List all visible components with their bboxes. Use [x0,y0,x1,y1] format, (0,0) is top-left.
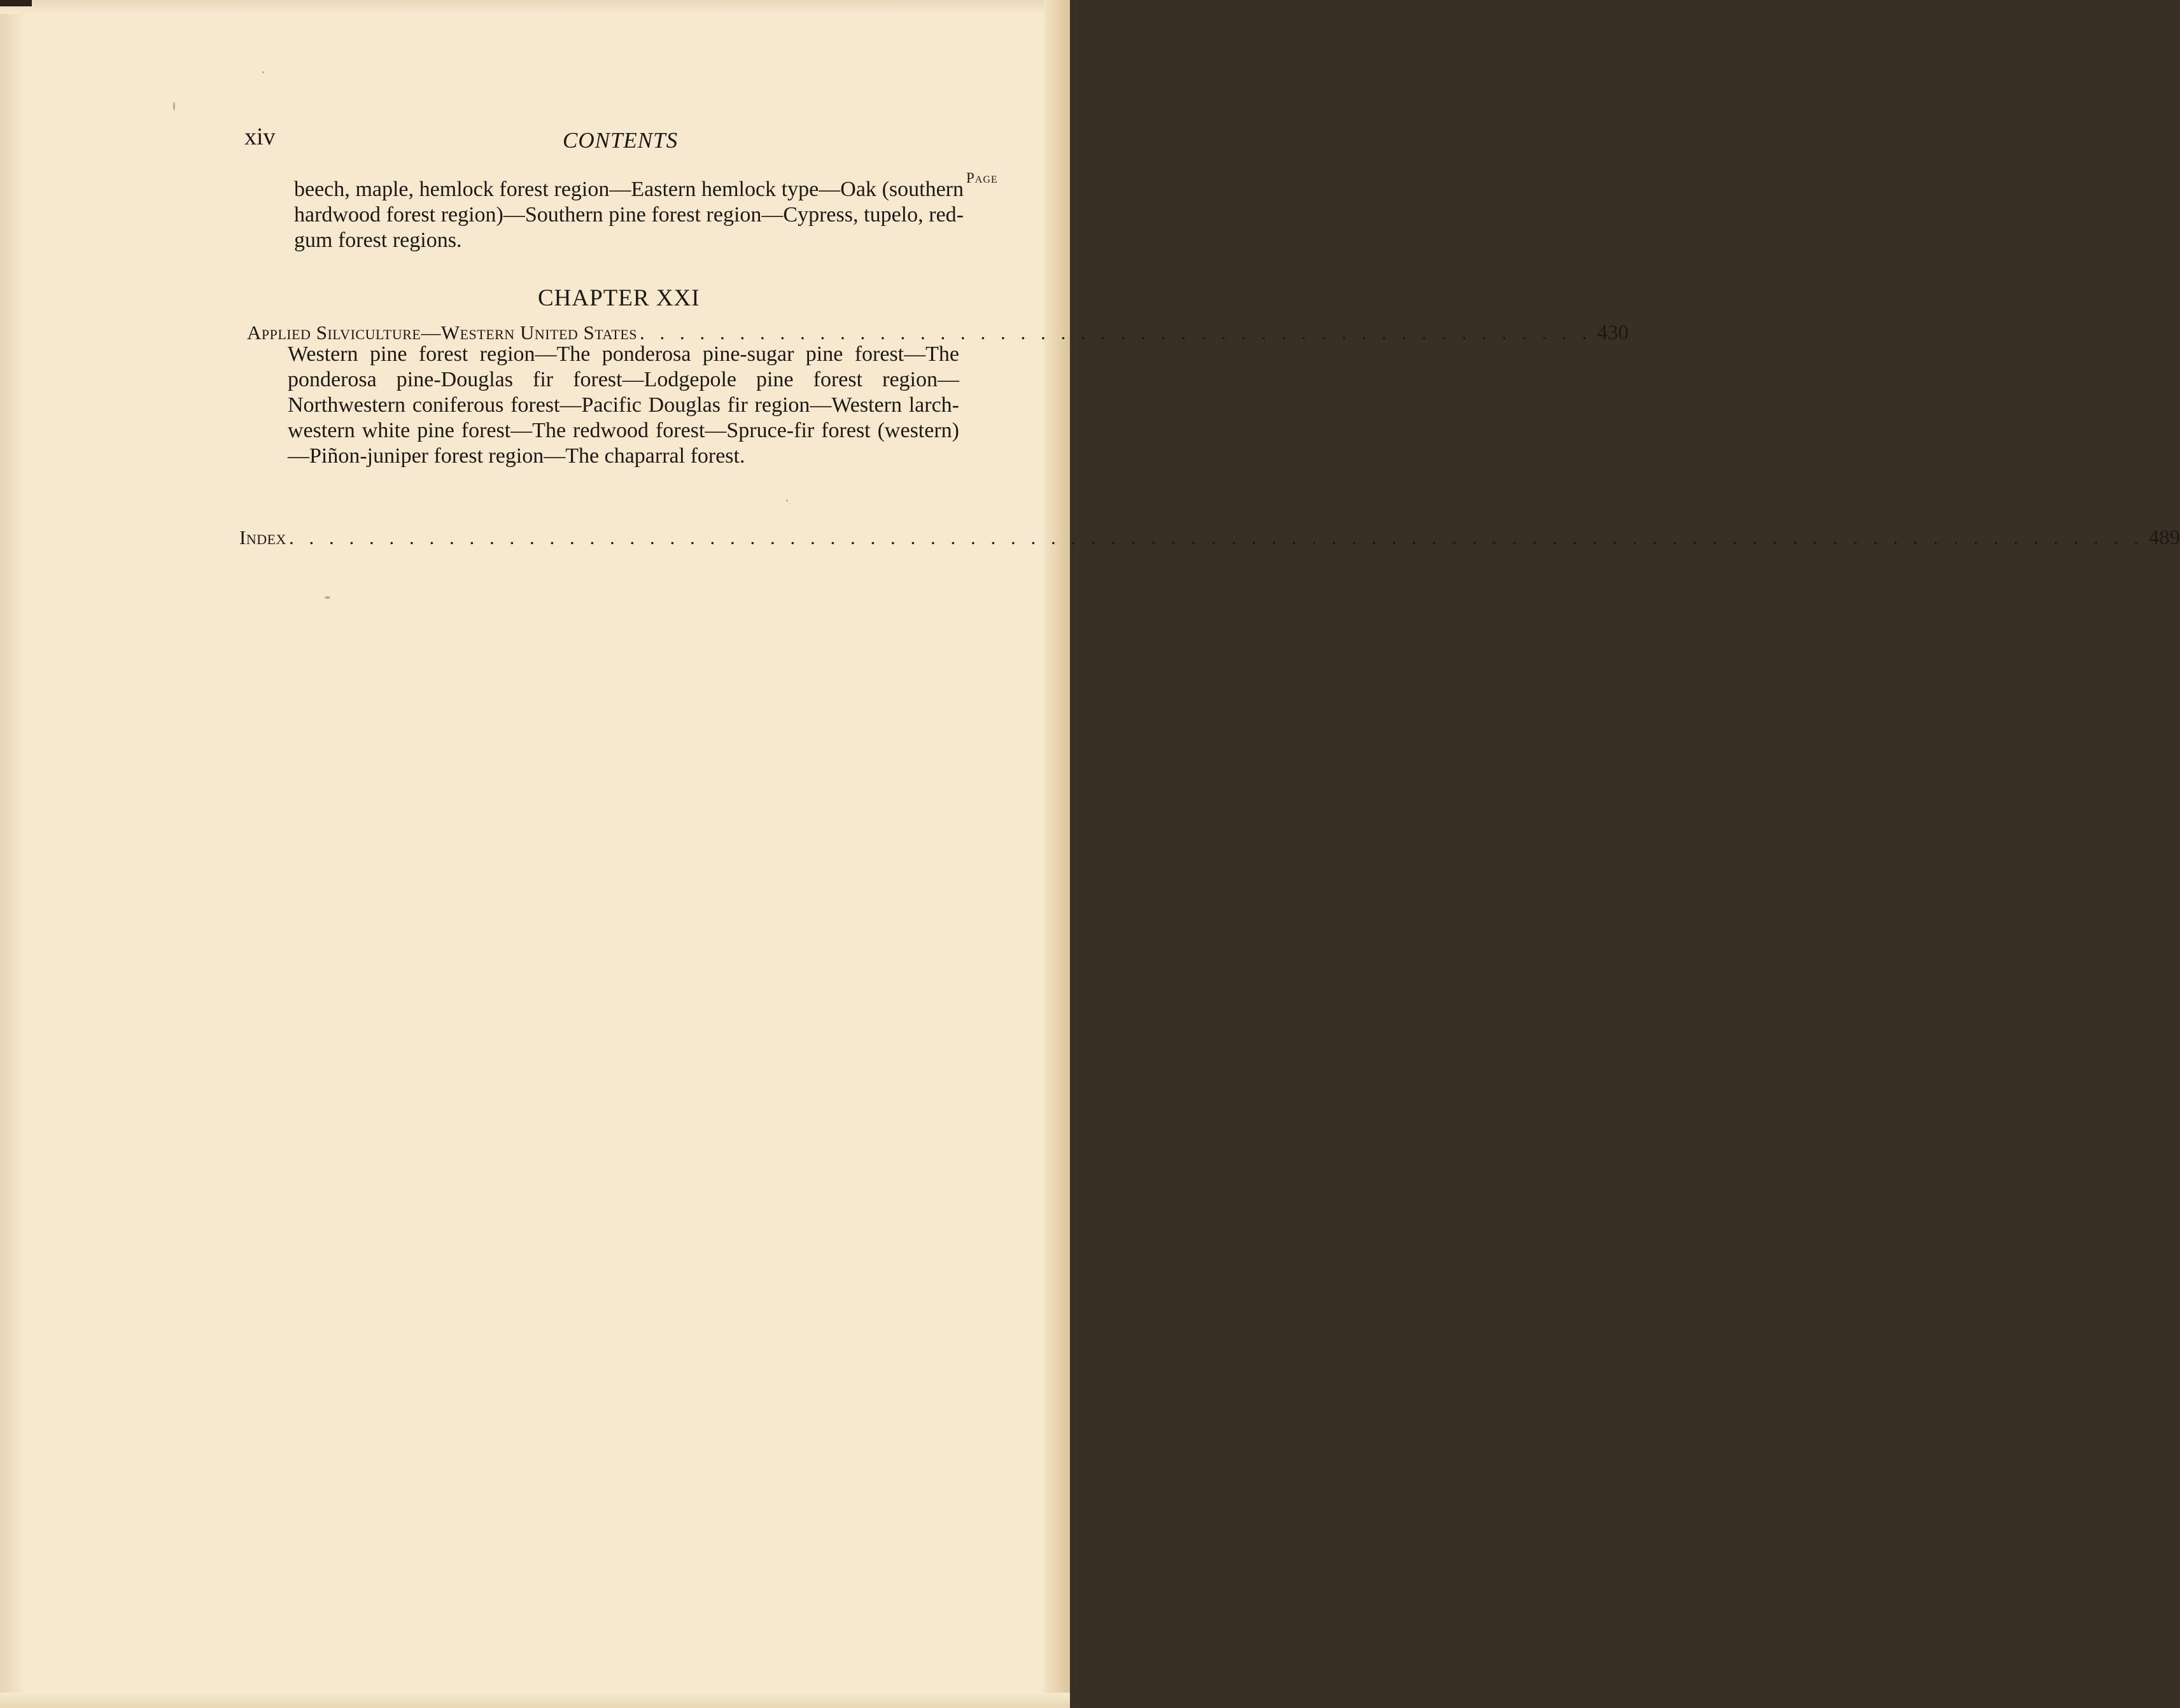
paper-speck [262,71,264,73]
dot-leader: . . . . . . . . . . . . . . . . . . . . . . . . . . . . . . . . . . . . . . . . . . . . . . . . [640,321,1593,344]
toc-entry-page-number: 489 [2148,526,2180,549]
paper-speck [786,500,788,501]
page-column-label: Page [966,170,998,186]
toc-entry-title: Applied Silviculture—Western United States [247,321,638,344]
toc-entry-page-number: 430 [1597,321,1629,344]
page-top-edge [0,0,1070,14]
page-right-edge [1044,0,1070,1708]
running-head-title: CONTENTS [563,128,679,153]
paper-speck [173,102,175,111]
toc-entry-index [239,526,2180,550]
continued-entry-summary: beech, maple, hemlock forest region—Eastern hemlock type—Oak (southern hardwood forest region)—Southern pine forest region—Cypress, tupelo, red-gum forest regions. [294,178,964,252]
toc-entry-title: Index [239,526,286,549]
dot-leader: . . . . . . . . . . . . . . . . . . . . . . . . . . . . . . . . . . . . . . . . . . . . . . . . . . . . . . . . . . . . . . . . . . . . . . . . . . . . . . . . . . . . . . . . . . . . . [288,526,2144,549]
page-corner-shadow [0,0,32,6]
paper-speck [325,596,330,599]
page-bottom-edge [0,1693,1070,1708]
chapter-heading: CHAPTER XXI [538,285,700,311]
page-left-edge [0,0,25,1708]
running-head-page-number: xiv [244,123,276,150]
chapter-summary: Western pine forest region—The ponderosa pine-sugar pine forest—The ponderosa pine-Douglas fir forest—Lodgepole pine forest region—Northwestern coniferous forest—Pacific Douglas fir region—Western larch-western white pine forest—The redwood forest—Spruce-fir forest (western)—Piñon-juniper forest region—The chaparral forest. [288,342,959,468]
